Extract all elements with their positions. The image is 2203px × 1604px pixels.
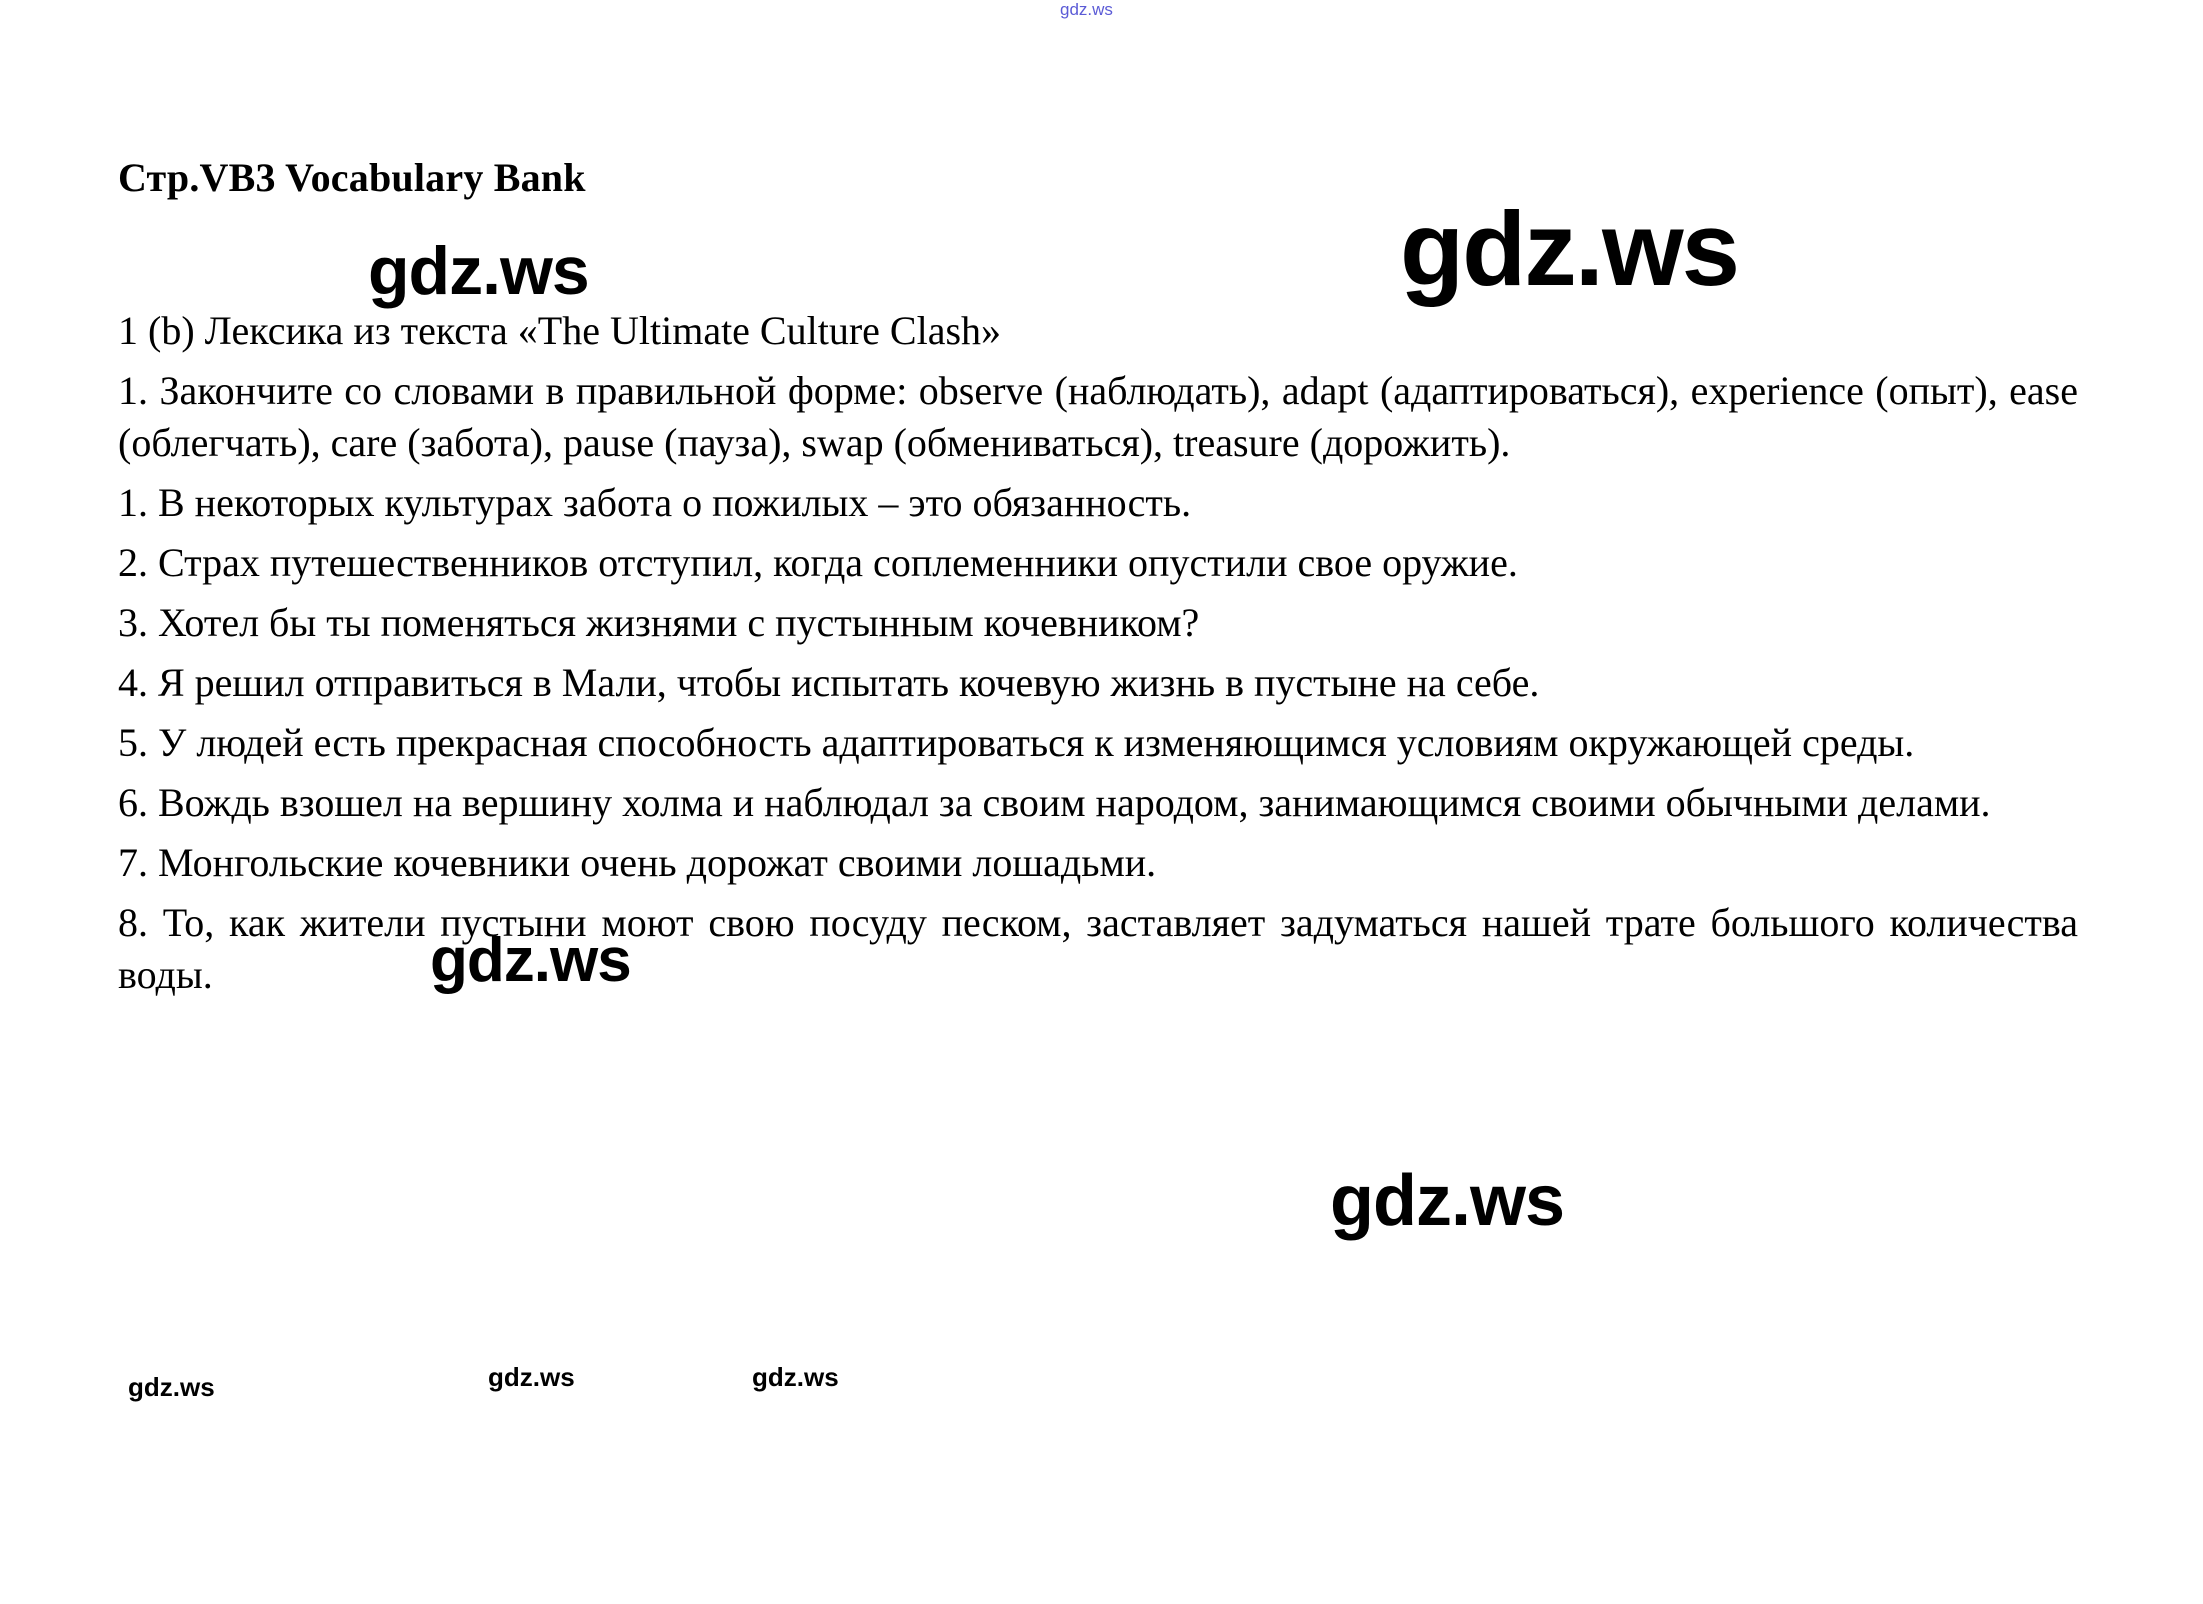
answer-line: 7. Монгольские кочевники очень дорожат своими лошадьми. <box>118 840 1157 885</box>
answer-line: 3. Хотел бы ты поменяться жизнями с пустынным кочевником? <box>118 600 1200 645</box>
watermark-small-1: gdz.ws <box>128 1372 215 1402</box>
watermark-small-2: gdz.ws <box>488 1362 575 1392</box>
watermark-mid-left: gdz.ws <box>368 233 589 309</box>
answer-line: 1. В некоторых культурах забота о пожилых – это обязанность. <box>118 480 1192 525</box>
watermark-big-right: gdz.ws <box>1400 191 1739 308</box>
task-heading: 1 (b) Лексика из текста «The Ultimate Culture Clash» <box>118 308 1002 353</box>
watermark-mid-center: gdz.ws <box>1330 1161 1565 1241</box>
answer-line: 2. Страх путешественников отступил, когда соплеменники опустили свое оружие. <box>118 540 1518 585</box>
task-instruction: 1. Закончите со словами в правильной форме: observe (наблюдать), adapt (адаптироваться), experience (опыт), ease (облегчать), care (забота), pause (пауза), swap (обмениваться), treasure (дорожить). <box>118 368 2078 465</box>
answer-line: 8. То, как жители пустыни моют свою посуду песком, заставляет задуматься нашей трате большого количества воды. <box>118 900 2078 997</box>
document-body <box>118 155 2078 1009</box>
answer-line: 4. Я решил отправиться в Мали, чтобы испытать кочевую жизнь в пустыне на себе. <box>118 660 1540 705</box>
watermark-small-3: gdz.ws <box>752 1362 839 1392</box>
answer-line: 6. Вождь взошел на вершину холма и наблюдал за своим народом, занимающимся своими обычными делами. <box>118 780 1991 825</box>
answer-line: 5. У людей есть прекрасная способность адаптироваться к изменяющимся условиям окружающей среды. <box>118 720 1915 765</box>
watermark-mid-left-lower: gdz.ws <box>430 926 631 995</box>
page-title: Стр.VB3 Vocabulary Bank <box>118 155 586 200</box>
watermark-tiny-top: gdz.ws <box>1060 0 1113 19</box>
